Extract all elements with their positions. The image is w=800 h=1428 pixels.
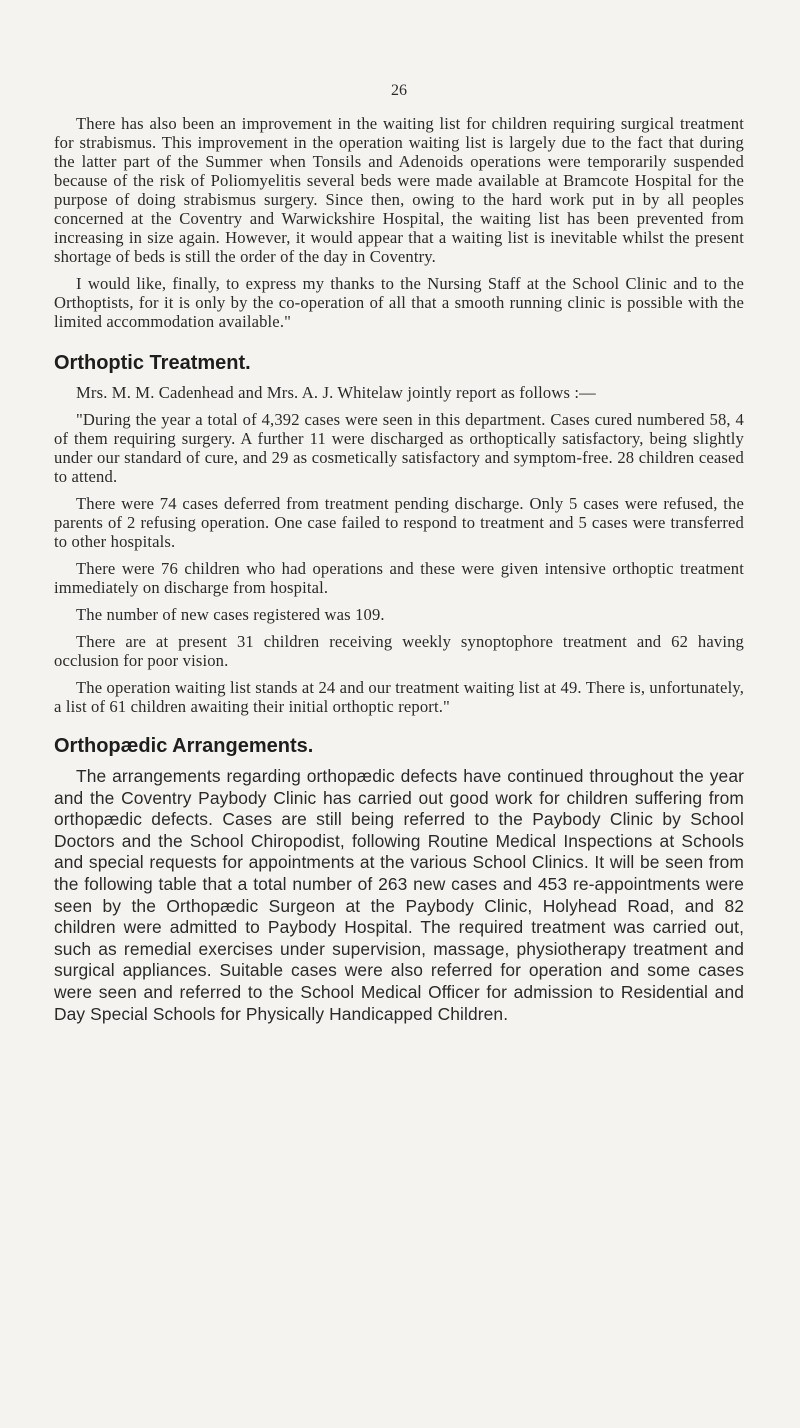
orthoptic-section xyxy=(54,351,744,716)
orthopaedic-section xyxy=(54,734,744,1025)
orthoptic-paragraph-3: There were 76 children who had operations and these were given intensive orthoptic treatment immediately on discharge from hospital. xyxy=(54,559,744,597)
orthoptic-paragraph-4: The number of new cases registered was 109. xyxy=(76,605,385,624)
intro-paragraph-2: I would like, finally, to express my thanks to the Nursing Staff at the School Clinic and to the Orthoptists, for it is only by the co-operation of all that a smooth running clinic is possible with the limited accommodation available." xyxy=(54,274,744,331)
orthoptic-lead: Mrs. M. M. Cadenhead and Mrs. A. J. Whitelaw jointly report as follows :— xyxy=(76,383,596,402)
page-number: 26 xyxy=(391,82,407,99)
orthoptic-heading: Orthoptic Treatment. xyxy=(54,352,251,374)
orthoptic-paragraph-5: There are at present 31 children receiving weekly synoptophore treatment and 62 having occlusion for poor vision. xyxy=(54,632,744,670)
orthoptic-paragraph-2: There were 74 cases deferred from treatment pending discharge. Only 5 cases were refused, the parents of 2 refusing operation. One case failed to respond to treatment and 5 cases were transferred to other hospitals. xyxy=(54,494,744,551)
orthopaedic-paragraph-1: The arrangements regarding orthopædic defects have continued throughout the year and the Coventry Paybody Clinic has carried out good work for children suffering from orthopædic defects. Cases are still being referred to the Paybody Clinic by School Doctors and the School Chiropodist, following Routine Medical Inspections at Schools and special requests for appointments at the various School Clinics. It will be seen from the following table that a total number of 263 new cases and 453 re-appointments were seen by the Orthopædic Surgeon at the Paybody Clinic, Holyhead Road, and 82 children were admitted to Paybody Hospital. The required treatment was carried out, such as remedial exercises under supervision, massage, physiotherapy treatment and surgical appliances. Suitable cases were also referred for operation and some cases were seen and referred to the School Medical Officer for admission to Residential and Day Special Schools for Physically Handicapped Children. xyxy=(54,766,744,1024)
orthoptic-paragraph-6: The operation waiting list stands at 24 and our treatment waiting list at 49. There is, unfortunately, a list of 61 children awaiting their initial orthoptic report." xyxy=(54,678,744,716)
orthopaedic-heading: Orthopædic Arrangements. xyxy=(54,735,314,757)
intro-paragraph-1: There has also been an improvement in the waiting list for children requiring surgical treatment for strabismus. This improvement in the operation waiting list is largely due to the fact that during the latter part of the Summer when Tonsils and Adenoids operations were temporarily suspended because of the risk of Poliomyelitis several beds were made available at Bramcote Hospital for the purpose of doing strabismus surgery. Since then, owing to the hard work put in by all peoples concerned at the Coventry and Warwickshire Hospital, the waiting list has been prevented from increasing in size again. However, it would appear that a waiting list is inevitable whilst the present shortage of beds is still the order of the day in Coventry. xyxy=(54,114,744,266)
orthoptic-paragraph-1: "During the year a total of 4,392 cases were seen in this department. Cases cured numbered 58, 4 of them requiring surgery. A further 11 were discharged as orthoptically satisfactory, being slightly under our standard of cure, and 29 as cosmetically satisfactory and symptom-free. 28 children ceased to attend. xyxy=(54,410,744,486)
intro-section xyxy=(54,114,744,331)
